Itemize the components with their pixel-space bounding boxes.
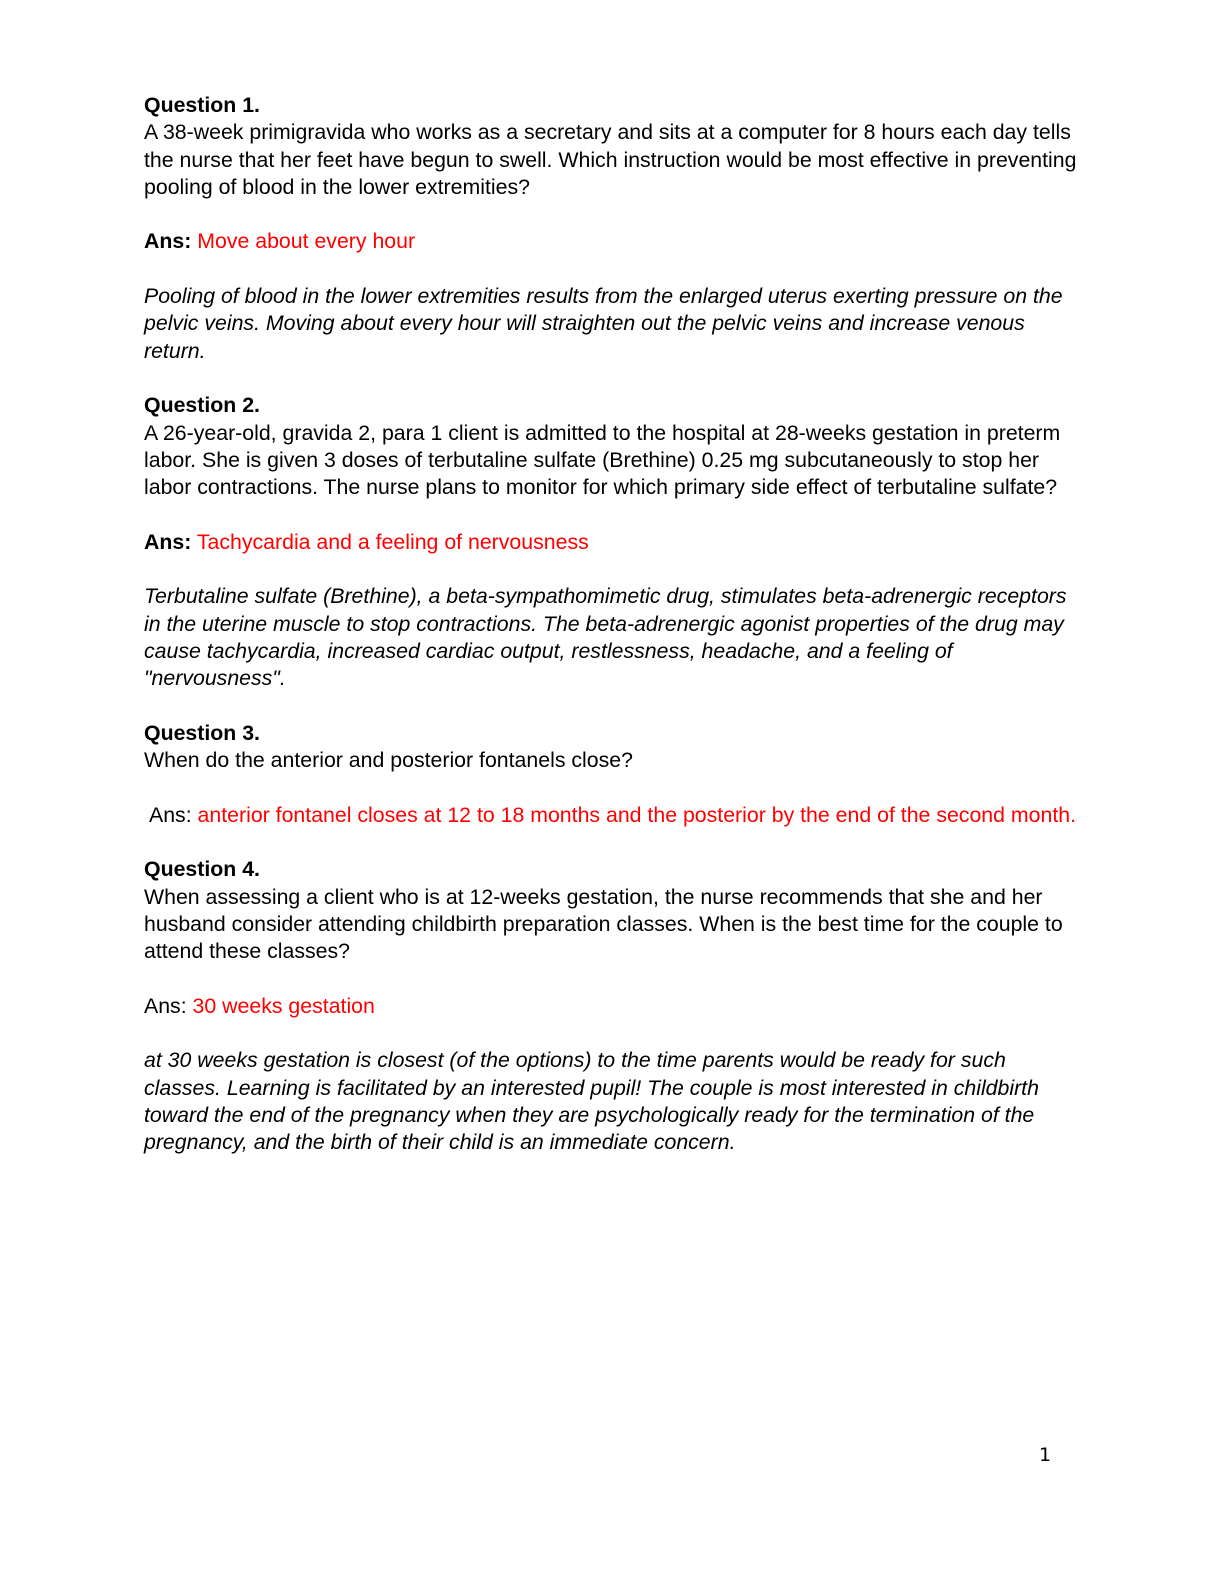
question-text: A 26-year-old, gravida 2, para 1 client is admitted to the hospital at 28-weeks gestation in preterm labor. She is given 3 doses of terbutaline sulfate (Brethine) 0.25 mg subcutaneously to stop her labor contractions. The nurse plans to monitor for which primary side effect of terbutaline sulfate? [144, 420, 1061, 500]
question-title: Question 1. [144, 93, 260, 117]
question-title: Question 2. [144, 393, 260, 418]
answer-label: Ans: [149, 802, 192, 827]
question-title: Question 3. [144, 720, 260, 745]
answer-line-3 [144, 802, 1084, 829]
answer-value: 30 weeks gestation [192, 993, 375, 1018]
answer-label: Ans: [144, 993, 187, 1018]
question-text: When assessing a client who is at 12-weeks gestation, the nurse recommends that she and her husband consider attending childbirth preparation classes. When is the best time for the couple to attend these classes? [144, 884, 1063, 964]
answer-value: anterior fontanel closes at 12 to 18 months and the posterior by the end of the second month. [197, 802, 1077, 827]
answer-line-1 [144, 228, 1084, 255]
document-body [144, 92, 1084, 1184]
question-text: A 38-week primigravida who works as a secretary and sits at a computer for 8 hours each day tells the nurse that her feet have begun to swell. Which instruction would be most effective in preventing pooling of blood in the lower extremities? [144, 120, 1077, 199]
page-number: 1 [1039, 1444, 1052, 1466]
answer-line-4 [144, 993, 1084, 1020]
explanation-4: at 30 weeks gestation is closest (of the options) to the time parents would be ready for such classes. Learning is facilitated by an interested pupil! The couple is most interested in childbirth toward the end of the pregnancy when they are psychologically ready for the termination of the pregnancy, and the birth of their child is an immediate concern. [144, 1048, 1039, 1155]
answer-value: Tachycardia and a feeling of nervousness [196, 529, 589, 554]
answer-label: Ans: [144, 229, 192, 254]
question-block-1 [144, 92, 1084, 201]
answer-value: Move about every hour [197, 229, 416, 254]
explanation-1: Pooling of blood in the lower extremities results from the enlarged uterus exerting pressure on the pelvic veins. Moving about every hour will straighten out the pelvic veins and increase venous return. [144, 284, 1063, 363]
question-block-2 [144, 392, 1084, 501]
question-title: Question 4. [144, 857, 260, 882]
question-text: When do the anterior and posterior fontanels close? [144, 748, 633, 773]
answer-line-2 [144, 529, 1084, 556]
explanation-2: Terbutaline sulfate (Brethine), a beta-sympathomimetic drug, stimulates beta-adrenergic receptors in the uterine muscle to stop contractions. The beta-adrenergic agonist properties of the drug may cause tachycardia, increased cardiac output, restlessness, headache, and a feeling of "nervousness". [144, 584, 1067, 691]
answer-label: Ans: [144, 529, 192, 554]
question-block-4 [144, 856, 1084, 965]
question-block-3 [144, 720, 1084, 775]
